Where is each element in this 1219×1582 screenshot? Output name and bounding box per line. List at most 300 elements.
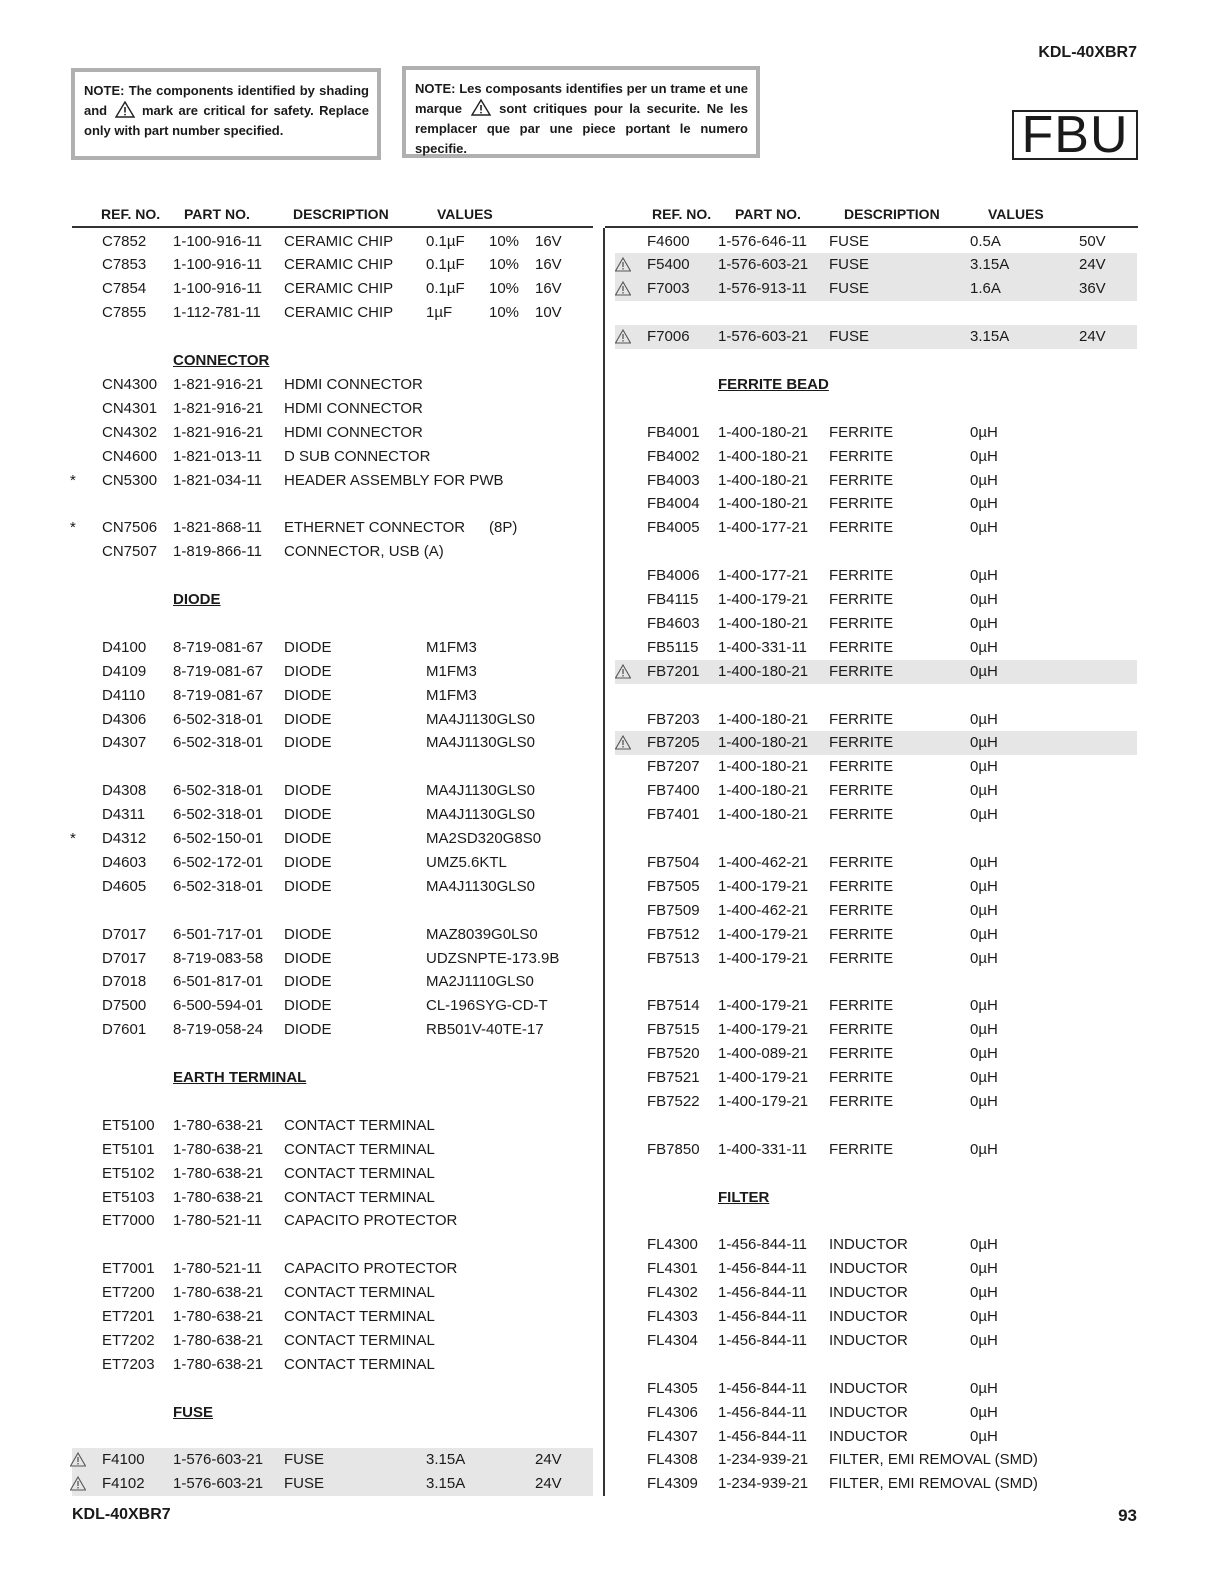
value-1: 0µH (970, 925, 998, 943)
description: FERRITE (829, 710, 894, 728)
ref-number: D7017 (102, 949, 147, 967)
parts-row (615, 277, 1137, 301)
left-header-ref: REF. NO. (101, 206, 161, 222)
part-number: 6-500-594-01 (173, 997, 264, 1015)
value-1: MAZ8039G0LS0 (426, 925, 538, 943)
part-number: 1-400-089-21 (718, 1045, 809, 1063)
description: CONTACT TERMINAL (284, 1116, 435, 1134)
parts-row (72, 779, 593, 803)
ref-number: D4100 (102, 638, 147, 656)
parts-row (72, 660, 593, 684)
part-number: 1-576-603-21 (718, 256, 809, 274)
part-number: 8-719-083-58 (173, 949, 264, 967)
parts-row (615, 612, 1137, 636)
parts-row (72, 1257, 593, 1281)
safety-note-english (71, 68, 381, 160)
description: INDUCTOR (829, 1308, 908, 1325)
ref-number: ET7001 (102, 1260, 155, 1278)
description: CERAMIC CHIP (284, 280, 394, 298)
part-number: 1-400-180-21 (718, 806, 809, 824)
description: FERRITE (829, 1069, 894, 1086)
parts-row (615, 731, 1137, 755)
part-number: 1-780-638-21 (173, 1331, 264, 1349)
description: DIODE (284, 997, 332, 1015)
description: FERRITE (829, 853, 894, 871)
note-en-suffix: mark are critical for safety. Replace only with part number specified. (84, 103, 369, 138)
ref-number: D4605 (102, 877, 147, 895)
value-3: 16V (535, 232, 562, 250)
description: CONTACT TERMINAL (284, 1284, 435, 1302)
ref-number: ET7201 (102, 1308, 155, 1325)
parts-row (615, 803, 1137, 827)
ref-number: CN5300 (102, 471, 158, 489)
value-1: 0µH (970, 1379, 998, 1397)
section-heading: FILTER (718, 1188, 770, 1206)
part-number: 1-400-180-21 (718, 782, 809, 800)
ref-number: FB7205 (647, 734, 700, 752)
ref-number: FB4004 (647, 495, 700, 513)
value-1: RB501V-40TE-17 (426, 1021, 544, 1039)
description: CERAMIC CHIP (284, 256, 394, 274)
ref-number: D4312 (102, 830, 147, 847)
description: FERRITE (829, 806, 894, 824)
ref-number: D4307 (102, 734, 147, 752)
description: DIODE (284, 973, 332, 991)
description: FERRITE (829, 519, 894, 537)
description: CERAMIC CHIP (284, 232, 394, 250)
part-number: 1-821-034-11 (173, 471, 262, 489)
ref-number: FB7850 (647, 1140, 700, 1158)
right-header-values: VALUES (988, 206, 1044, 222)
description: HEADER ASSEMBLY FOR PWB (284, 471, 504, 489)
left-header-rule (72, 226, 593, 228)
parts-row (615, 636, 1137, 660)
ref-number: FL4301 (647, 1260, 698, 1278)
parts-row (615, 325, 1137, 349)
description: INDUCTOR (829, 1379, 908, 1397)
value-1: 0µH (970, 782, 998, 800)
part-number: 1-780-521-11 (173, 1212, 262, 1230)
value-2: 10% (489, 256, 520, 274)
parts-row (615, 994, 1137, 1018)
parts-row (615, 875, 1137, 899)
ref-number: F4100 (102, 1451, 145, 1469)
parts-row (72, 1448, 593, 1472)
part-number: 6-501-717-01 (173, 925, 264, 943)
warning-triangle-icon (115, 101, 135, 118)
part-number: 1-100-916-11 (173, 280, 262, 298)
part-number: 1-400-331-11 (718, 1140, 807, 1158)
value-1: 0.1µF (426, 256, 465, 274)
description: DIODE (284, 1021, 332, 1039)
value-1: M1FM3 (426, 638, 477, 656)
ref-number: FL4306 (647, 1403, 698, 1421)
ref-number: ET7203 (102, 1355, 155, 1373)
ref-number: FB7520 (647, 1045, 700, 1063)
part-number: 1-456-844-11 (718, 1236, 807, 1254)
ref-number: FB4006 (647, 567, 700, 585)
description: FERRITE (829, 1021, 894, 1039)
parts-row (72, 875, 593, 899)
ref-number: FL4304 (647, 1331, 698, 1349)
part-number: 1-576-913-11 (718, 280, 807, 298)
part-number: 8-719-081-67 (173, 662, 264, 680)
parts-row (615, 421, 1137, 445)
safety-warning-icon (615, 735, 631, 750)
description: DIODE (284, 638, 332, 656)
value-1: MA4J1130GLS0 (426, 877, 535, 895)
ref-number: FB4005 (647, 519, 700, 537)
left-header-part: PART NO. (184, 206, 250, 222)
parts-row (615, 1425, 1137, 1449)
parts-row (615, 445, 1137, 469)
description: FUSE (829, 232, 870, 250)
description: DIODE (284, 925, 332, 943)
part-number: 1-100-916-11 (173, 232, 262, 250)
value-3: 50V (1079, 232, 1106, 250)
warning-triangle-icon (471, 99, 491, 116)
parts-row (72, 923, 593, 947)
description: HDMI CONNECTOR (284, 423, 423, 441)
value-1: 0µH (970, 734, 998, 752)
value-1: 0µH (970, 758, 998, 776)
parts-row (615, 1233, 1137, 1257)
description: FERRITE (829, 734, 894, 752)
ref-number: D7017 (102, 925, 147, 943)
ref-number: FL4305 (647, 1379, 698, 1397)
description: FERRITE (829, 662, 894, 680)
part-number: 1-234-939-21 (718, 1475, 809, 1493)
ref-number: D4109 (102, 662, 147, 680)
part-number: 1-400-180-21 (718, 662, 809, 680)
parts-row (615, 1042, 1137, 1066)
description: DIODE (284, 662, 332, 680)
value-1: 0µH (970, 1021, 998, 1039)
ref-number: F4102 (102, 1475, 145, 1493)
description: FERRITE (829, 901, 894, 919)
parts-row (615, 1090, 1137, 1114)
part-number: 1-400-180-21 (718, 471, 809, 489)
section-heading: FERRITE BEAD (718, 375, 829, 393)
parts-row (72, 803, 593, 827)
part-number: 1-780-638-21 (173, 1188, 264, 1206)
part-number: 1-400-462-21 (718, 901, 809, 919)
ref-number: FB7207 (647, 758, 700, 776)
part-number: 6-502-318-01 (173, 782, 264, 800)
description: FUSE (829, 280, 870, 298)
part-number: 1-576-603-21 (173, 1451, 264, 1469)
part-number: 1-112-781-11 (173, 304, 261, 322)
part-number: 1-400-180-21 (718, 495, 809, 513)
value-1: M1FM3 (426, 686, 477, 704)
part-number: 1-400-179-21 (718, 925, 809, 943)
parts-row (72, 947, 593, 971)
ref-number: D7500 (102, 997, 147, 1015)
description: FERRITE (829, 1045, 894, 1063)
value-2: 10% (489, 304, 520, 322)
value-1: 3.15A (970, 328, 1010, 346)
parts-row (72, 516, 593, 540)
new-part-mark: * (70, 471, 76, 489)
description: HDMI CONNECTOR (284, 375, 423, 393)
part-number: 1-400-331-11 (718, 638, 807, 656)
parts-row (72, 827, 593, 851)
page-number: 93 (1118, 1506, 1137, 1525)
description: INDUCTOR (829, 1260, 908, 1278)
ref-number: C7852 (102, 232, 147, 250)
part-number: 8-719-081-67 (173, 638, 264, 656)
parts-row (72, 1162, 593, 1186)
parts-row (615, 1401, 1137, 1425)
value-1: MA4J1130GLS0 (426, 734, 535, 752)
value-1: MA4J1130GLS0 (426, 806, 535, 824)
value-1: UDZSNPTE-173.9B (426, 949, 560, 967)
parts-row (615, 1066, 1137, 1090)
ref-number: FB4001 (647, 423, 700, 441)
parts-row (72, 540, 593, 564)
part-number: 1-821-868-11 (173, 519, 262, 537)
value-1: 0µH (970, 1403, 998, 1421)
description: INDUCTOR (829, 1284, 908, 1302)
ref-number: FB4003 (647, 471, 700, 489)
ref-number: F7003 (647, 280, 690, 298)
description: DIODE (284, 830, 332, 847)
note-en-prefix: NOTE: The components identified by shading and (84, 83, 369, 118)
description: FILTER, EMI REMOVAL (SMD) (829, 1475, 1038, 1493)
ref-number: CN7506 (102, 519, 158, 537)
part-number: 6-502-318-01 (173, 734, 264, 752)
value-3: 24V (535, 1475, 562, 1493)
parts-row (615, 899, 1137, 923)
ref-number: FB7505 (647, 877, 700, 895)
description: FERRITE (829, 423, 894, 441)
parts-row (615, 253, 1137, 277)
part-number: 1-400-462-21 (718, 853, 809, 871)
ref-number: FB7401 (647, 806, 700, 824)
ref-number: C7854 (102, 280, 147, 298)
left-header-desc: DESCRIPTION (293, 206, 389, 222)
parts-row (615, 1138, 1137, 1162)
value-1: 0µH (970, 591, 998, 608)
parts-row (72, 1281, 593, 1305)
part-number: 1-400-180-21 (718, 710, 809, 728)
value-1: 0µH (970, 1427, 998, 1445)
parts-row (615, 1257, 1137, 1281)
ref-number: CN4600 (102, 447, 158, 465)
description: FUSE (829, 328, 870, 346)
part-number: 1-456-844-11 (718, 1379, 807, 1397)
part-number: 1-400-179-21 (718, 997, 809, 1015)
value-3: 16V (535, 256, 562, 274)
description: DIODE (284, 782, 332, 800)
value-1: 0µH (970, 614, 998, 632)
value-1: 0µH (970, 471, 998, 489)
note-fr-suffix: sont critiques pour la securite. Ne les remplacer que par une piece portant le numero specifie. (415, 101, 748, 156)
part-number: 1-821-916-21 (173, 399, 264, 417)
description: CONTACT TERMINAL (284, 1188, 435, 1206)
value-1: 0µH (970, 423, 998, 441)
part-number: 1-456-844-11 (718, 1284, 807, 1302)
value-1: MA4J1130GLS0 (426, 710, 535, 728)
ref-number: FL4307 (647, 1427, 698, 1445)
value-1: 0µH (970, 710, 998, 728)
ref-number: ET7000 (102, 1212, 155, 1230)
right-header-ref: REF. NO. (652, 206, 712, 222)
description: DIODE (284, 853, 332, 871)
parts-row (615, 492, 1137, 516)
ref-number: ET5103 (102, 1188, 155, 1206)
description: FERRITE (829, 614, 894, 632)
part-number: 1-400-179-21 (718, 1069, 809, 1086)
value-1: 0.1µF (426, 232, 465, 250)
value-1: 0µH (970, 853, 998, 871)
parts-row (72, 445, 593, 469)
description: INDUCTOR (829, 1331, 908, 1349)
value-1: 0µH (970, 1236, 998, 1254)
description: CONTACT TERMINAL (284, 1308, 435, 1325)
ref-number: FL4308 (647, 1451, 698, 1469)
description: FERRITE (829, 638, 894, 656)
section-heading: EARTH TERMINAL (173, 1069, 307, 1086)
parts-row (615, 708, 1137, 732)
part-number: 6-501-817-01 (173, 973, 264, 991)
safety-warning-icon (615, 664, 631, 679)
part-number: 1-400-180-21 (718, 423, 809, 441)
value-1: 0µH (970, 1284, 998, 1302)
part-number: 1-576-646-11 (718, 232, 807, 250)
value-1: 1.6A (970, 280, 1001, 298)
left-header-values: VALUES (437, 206, 493, 222)
description: CONTACT TERMINAL (284, 1164, 435, 1182)
description: FERRITE (829, 925, 894, 943)
parts-row (72, 421, 593, 445)
parts-row (72, 1329, 593, 1353)
description: CONTACT TERMINAL (284, 1140, 435, 1158)
ref-number: ET5100 (102, 1116, 155, 1134)
description: DIODE (284, 806, 332, 824)
parts-row (615, 1472, 1137, 1496)
part-number: 6-502-318-01 (173, 877, 264, 895)
part-number: 6-502-172-01 (173, 853, 264, 871)
parts-row (615, 564, 1137, 588)
parts-row (615, 923, 1137, 947)
description: DIODE (284, 877, 332, 895)
parts-row (615, 469, 1137, 493)
value-1: 0µH (970, 997, 998, 1015)
parts-row (72, 230, 593, 254)
description: CONTACT TERMINAL (284, 1331, 435, 1349)
ref-number: FB4002 (647, 447, 700, 465)
value-1: 0µH (970, 447, 998, 465)
ref-number: FL4303 (647, 1308, 698, 1325)
parts-row (72, 1018, 593, 1042)
ref-number: FB7522 (647, 1092, 700, 1110)
right-header-desc: DESCRIPTION (844, 206, 940, 222)
ref-number: D7601 (102, 1021, 147, 1039)
ref-number: D7018 (102, 973, 147, 991)
value-1: MA4J1130GLS0 (426, 782, 535, 800)
model-number-top: KDL-40XBR7 (1038, 44, 1137, 61)
ref-number: ET5101 (102, 1140, 155, 1158)
part-number: 1-400-180-21 (718, 447, 809, 465)
value-1: 0µH (970, 806, 998, 824)
ref-number: CN4302 (102, 423, 158, 441)
section-heading: DIODE (173, 591, 221, 608)
ref-number: FB7513 (647, 949, 700, 967)
parts-row (72, 731, 593, 755)
part-number: 1-780-521-11 (173, 1260, 262, 1278)
part-number: 1-400-177-21 (718, 519, 809, 537)
part-number: 1-400-179-21 (718, 1021, 809, 1039)
part-number: 1-400-179-21 (718, 949, 809, 967)
part-number: 1-456-844-11 (718, 1260, 807, 1278)
description: HDMI CONNECTOR (284, 399, 423, 417)
right-header-rule (605, 226, 1138, 228)
value-1: UMZ5.6KTL (426, 853, 507, 871)
parts-row (72, 684, 593, 708)
parts-row (615, 516, 1137, 540)
value-1: 3.15A (426, 1475, 466, 1493)
value-1: 0µH (970, 1308, 998, 1325)
ref-number: FB7201 (647, 662, 700, 680)
section-heading: CONNECTOR (173, 352, 270, 369)
safety-note-french (402, 66, 760, 158)
part-number: 1-400-177-21 (718, 567, 809, 585)
part-number: 6-502-150-01 (173, 830, 264, 847)
ref-number: D4110 (102, 686, 146, 704)
part-number: 1-400-179-21 (718, 591, 809, 608)
ref-number: D4306 (102, 710, 147, 728)
part-number: 1-456-844-11 (718, 1308, 807, 1325)
part-number: 1-456-844-11 (718, 1427, 807, 1445)
value-1: 0µH (970, 901, 998, 919)
parts-row (72, 1114, 593, 1138)
description: DIODE (284, 734, 332, 752)
value-1: 0µH (970, 495, 998, 513)
parts-row (72, 1138, 593, 1162)
value-1: M1FM3 (426, 662, 477, 680)
parts-row (72, 253, 593, 277)
parts-row (615, 851, 1137, 875)
description: FUSE (284, 1451, 325, 1469)
ref-number: CN4301 (102, 399, 158, 417)
part-number: 1-234-939-21 (718, 1451, 809, 1469)
part-number: 1-780-638-21 (173, 1164, 264, 1182)
parts-row (72, 970, 593, 994)
parts-row (72, 851, 593, 875)
parts-row (615, 1305, 1137, 1329)
safety-warning-icon (70, 1452, 86, 1467)
description: FUSE (829, 256, 870, 274)
parts-row (72, 1305, 593, 1329)
description: DIODE (284, 686, 332, 704)
part-number: 1-780-638-21 (173, 1116, 264, 1134)
safety-warning-icon (615, 329, 631, 344)
part-number: 8-719-058-24 (173, 1021, 264, 1039)
ref-number: C7855 (102, 304, 147, 322)
part-number: 6-502-318-01 (173, 710, 264, 728)
part-number: 1-100-916-11 (173, 256, 262, 274)
description: FUSE (284, 1475, 325, 1493)
part-number: 1-780-638-21 (173, 1284, 264, 1302)
value-1: 3.15A (426, 1451, 466, 1469)
parts-row (615, 1448, 1137, 1472)
value-2: 10% (489, 280, 520, 298)
part-number: 8-719-081-67 (173, 686, 264, 704)
value-1: 0µH (970, 949, 998, 967)
value-1: 0µH (970, 1331, 998, 1349)
ref-number: D4311 (102, 806, 146, 824)
